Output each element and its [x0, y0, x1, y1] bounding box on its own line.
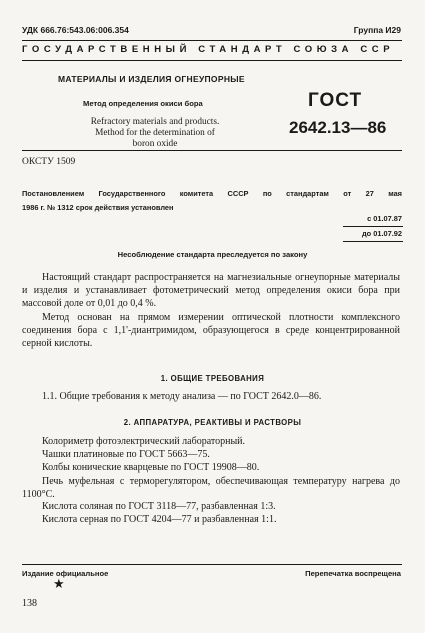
- title-rule: [22, 150, 402, 151]
- section-2-heading: 2. АППАРАТУРА, РЕАКТИВЫ И РАСТВОРЫ: [123, 418, 302, 427]
- gost-number: 2642.13—86: [289, 118, 387, 137]
- title-en-line: Refractory materials and products.: [90, 117, 220, 127]
- section-1-heading: 1. ОБЩИЕ ТРЕБОВАНИЯ: [160, 374, 265, 383]
- list-item: Колбы конические кварцевые по ГОСТ 19908—80.: [42, 462, 260, 473]
- list-item: Колориметр фотоэлектрический лабораторный.: [42, 436, 246, 447]
- list-item-wrapped: [22, 475, 400, 501]
- intro-paragraph-2: Метод основан на прямом измерении оптической плотности комплексного соединения бора с 1,1'-диантримидом, образующегося в среде концентрированной серной кислоты.: [22, 311, 400, 350]
- title-en-line: Method for the determination of: [95, 128, 215, 138]
- org-title: ГОСУДАРСТВЕННЫЙ СТАНДАРТ СОЮЗА ССР: [22, 44, 395, 55]
- date-underline: [343, 226, 403, 227]
- decree-line-2: 1986 г. № 1312 срок действия установлен: [22, 203, 174, 212]
- footer-rule: [22, 564, 402, 565]
- reprint-notice: Перепечатка воспрещена: [305, 569, 401, 578]
- group-code: Группа И29: [353, 25, 401, 35]
- category-title: МАТЕРИАЛЫ И ИЗДЕЛИЯ ОГНЕУПОРНЫЕ: [58, 74, 245, 84]
- intro-paragraph-1: Настоящий стандарт распространяется на магнезиальные огнеупорные материалы и изделия и устанавливает фотометрический метод определения окиси бора при массовой доле от 0,01 до 0,4 %.: [22, 272, 400, 310]
- edition-label: Издание официальное: [22, 569, 109, 578]
- date-underline: [343, 241, 403, 242]
- udk-code: УДК 666.76:543.06:006.354: [22, 25, 129, 35]
- list-item: Чашки платиновые по ГОСТ 5663—75.: [42, 449, 210, 460]
- title-en: [60, 117, 250, 150]
- page-number: 138: [22, 598, 37, 609]
- section-1-item: 1.1. Общие требования к методу анализа — по ГОСТ 2642.0—86.: [42, 391, 322, 402]
- intro-text: [22, 271, 400, 350]
- gost-label: ГОСТ: [308, 90, 363, 111]
- header-rule-bottom: [22, 60, 402, 61]
- method-title-ru: Метод определения окиси бора: [83, 99, 203, 108]
- list-item: Кислота серная по ГОСТ 4204—77 и разбавленная 1:1.: [42, 514, 277, 525]
- star-icon: ★: [53, 577, 65, 592]
- okstu-code: ОКСТУ 1509: [22, 157, 76, 167]
- date-to: до 01.07.92: [361, 229, 402, 238]
- date-from: с 01.07.87: [367, 214, 402, 223]
- decree-text: [22, 187, 402, 215]
- title-en-line: boron oxide: [132, 139, 178, 149]
- list-item: Кислота соляная по ГОСТ 3118—77, разбавленная 1:3.: [42, 501, 276, 512]
- violation-notice: Несоблюдение стандарта преследуется по закону: [117, 250, 308, 259]
- list-item: Печь муфельная с терморегулятором, обеспечивающая температуру нагрева до 1100°C.: [22, 476, 400, 500]
- decree-line-1: Постановлением Государственного комитета СССР по стандартам от 27 мая: [22, 189, 402, 198]
- header-rule-top: [22, 40, 402, 41]
